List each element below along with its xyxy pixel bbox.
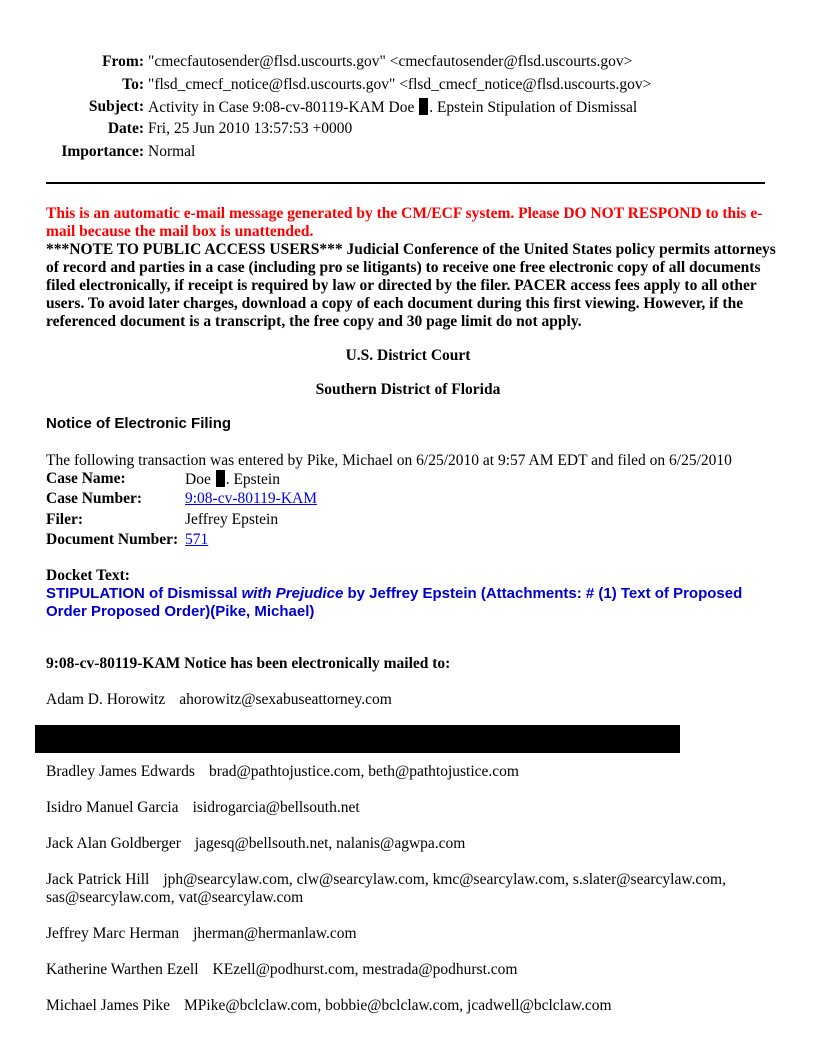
docket-text <box>46 585 766 621</box>
recipient-item <box>46 871 776 907</box>
case-name-start: Doe <box>185 471 211 488</box>
subject-text-end: . Epstein Stipulation of Dismissal <box>429 99 638 116</box>
from-label: From: <box>102 53 144 70</box>
case-name-label: Case Name: <box>46 470 126 487</box>
recipient-item <box>46 691 776 709</box>
importance-value: Normal <box>148 143 196 160</box>
subject-label: Subject: <box>88 98 144 115</box>
recipient-emails: jagesq@bellsouth.net, nalanis@agwpa.com <box>194 835 466 852</box>
importance-label: Importance: <box>61 143 144 160</box>
public-access-note: ***NOTE TO PUBLIC ACCESS USERS*** Judicial Conference of the United States policy permits attorneys of record and parties in a case (including pro se litigants) to receive one free electronic copy of all documents filed electronically, if receipt is required by law or directed by the filer. PACER access fees apply to all other users. To avoid later charges, download a copy of each document during this first viewing. However, if the referenced document is a transcript, the free copy and 30 page limit do not apply. <box>46 241 776 330</box>
recipient-name: Isidro Manuel Garcia <box>46 799 179 816</box>
subject-text-start: Activity in Case 9:08-cv-80119-KAM Doe <box>148 99 415 116</box>
subject-value <box>148 98 637 117</box>
docket-text-emphasis: with Prejudice <box>241 585 344 602</box>
district-name: Southern District of Florida <box>315 381 501 398</box>
recipient-emails: isidrogarcia@bellsouth.net <box>192 799 360 816</box>
recipient-item <box>46 763 776 781</box>
recipient-item <box>46 961 776 979</box>
to-value: "flsd_cmecf_notice@flsd.uscourts.gov" <flsd_cmecf_notice@flsd.uscourts.gov> <box>148 76 652 93</box>
redaction-mark <box>216 470 225 487</box>
recipient-name: Jack Patrick Hill <box>46 871 150 888</box>
recipient-emails: ahorowitz@sexabuseattorney.com <box>179 691 392 708</box>
document-number-link[interactable]: 571 <box>185 531 209 548</box>
recipient-item <box>46 799 776 817</box>
case-name-end: . Epstein <box>225 471 280 488</box>
date-label: Date: <box>107 120 144 137</box>
filer-value: Jeffrey Epstein <box>185 511 279 528</box>
redaction-mark <box>419 98 428 115</box>
docket-text-part1: STIPULATION of Dismissal <box>46 585 242 602</box>
transaction-line: The following transaction was entered by Pike, Michael on 6/25/2010 at 9:57 AM EDT and filed on 6/25/2010 <box>46 452 732 469</box>
filer-label: Filer: <box>46 511 84 528</box>
docket-text-part3: by Jeffrey Epstein (Attachments: # (1) Text of Proposed Order Proposed Order)(Pike, Michael) <box>46 585 743 620</box>
document-number-label: Document Number: <box>46 531 179 548</box>
recipient-name: Adam D. Horowitz <box>46 691 166 708</box>
to-label: To: <box>122 76 144 93</box>
redaction-bar <box>35 725 680 753</box>
recipient-emails: jph@searcylaw.com, clw@searcylaw.com, kmc@searcylaw.com, s.slater@searcylaw.com, sas@searcylaw.com, vat@searcylaw.com <box>46 871 726 906</box>
court-name: U.S. District Court <box>345 347 471 364</box>
recipient-item <box>46 835 776 853</box>
recipient-name: Michael James Pike <box>46 997 170 1014</box>
docket-text-label: Docket Text: <box>46 567 130 584</box>
nef-title: Notice of Electronic Filing <box>46 415 232 432</box>
recipient-emails: jherman@hermanlaw.com <box>193 925 357 942</box>
date-value: Fri, 25 Jun 2010 13:57:53 +0000 <box>148 120 353 137</box>
recipient-name: Bradley James Edwards <box>46 763 195 780</box>
case-number-label: Case Number: <box>46 490 142 507</box>
auto-message-warning: This is an automatic e-mail message generated by the CM/ECF system. Please DO NOT RESPOND to this e-mail because the mail box is unattended. <box>46 205 763 240</box>
mailed-to-heading: 9:08-cv-80119-KAM Notice has been electronically mailed to: <box>46 655 451 672</box>
recipient-emails: MPike@bclclaw.com, bobbie@bclclaw.com, jcadwell@bclclaw.com <box>183 997 612 1014</box>
recipient-name: Katherine Warthen Ezell <box>46 961 199 978</box>
recipient-name: Jeffrey Marc Herman <box>46 925 180 942</box>
recipient-item <box>46 925 776 943</box>
case-number-link[interactable]: 9:08-cv-80119-KAM <box>185 490 318 507</box>
recipient-emails: KEzell@podhurst.com, mestrada@podhurst.com <box>212 961 518 978</box>
recipient-item <box>46 997 776 1015</box>
recipient-name: Jack Alan Goldberger <box>46 835 181 852</box>
header-divider <box>46 182 765 184</box>
from-value: "cmecfautosender@flsd.uscourts.gov" <cmecfautosender@flsd.uscourts.gov> <box>148 53 633 70</box>
case-name-value <box>185 470 280 489</box>
recipient-emails: brad@pathtojustice.com, beth@pathtojustice.com <box>208 763 519 780</box>
